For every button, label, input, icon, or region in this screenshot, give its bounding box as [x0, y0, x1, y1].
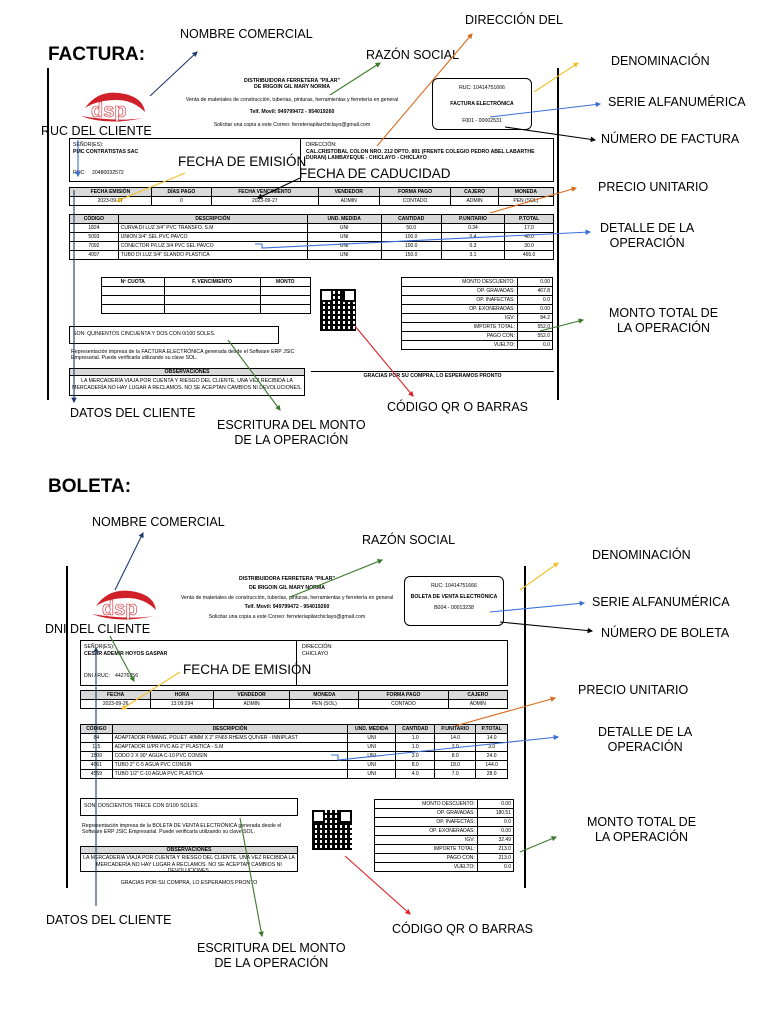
label-direccion: DIRECCIÓN DEL	[465, 13, 563, 27]
arrow-escritura	[228, 340, 280, 410]
direccion-label: DIRECCIÓN:	[302, 644, 333, 650]
arrow-denominacion	[520, 563, 558, 590]
table-cell: 50.0	[381, 224, 441, 233]
arrow-monto-total	[540, 320, 583, 331]
label-razon-social: RAZÓN SOCIAL	[366, 48, 460, 62]
table-cell: 2023-09-26	[81, 700, 151, 709]
column-header: DÍAS PAGO	[151, 188, 211, 197]
table-cell: 5093	[70, 233, 119, 242]
table-cell: ADMIN	[213, 700, 290, 709]
totals-value: 552.0	[517, 332, 552, 341]
table-cell: CURVA DI LUZ 3/4" PVC TRANSFO. S.M	[118, 224, 307, 233]
company-name: DISTRIBUIDORA FERRETERA "PILAR"	[239, 576, 335, 582]
column-header: FECHA	[81, 691, 151, 700]
column-header: FECHA EMISIÓN	[70, 188, 152, 197]
table-cell: 4997	[70, 251, 119, 260]
arrow-fecha-caducidad	[258, 178, 300, 198]
column-header: P.UNITARIO	[435, 725, 476, 734]
label-nombre-comercial: NOMBRE COMERCIAL	[180, 27, 313, 41]
column-header: CÓDIGO	[81, 725, 113, 734]
table-cell: 465.0	[505, 251, 554, 260]
senor-label: SEÑOR(ES):	[84, 644, 115, 650]
table-cell: 2023-09-27	[211, 197, 318, 206]
label-denominacion: DENOMINACIÓN	[592, 548, 691, 562]
label-fecha-emision: FECHA DE EMISIÓN	[183, 662, 312, 677]
column-header: P.UNITARIO	[441, 215, 504, 224]
column-header: VENDEDOR	[318, 188, 379, 197]
label-monto-total-line2: LA OPERACIÓN	[616, 321, 711, 335]
totals-label: OP. INAFECTAS:	[375, 818, 478, 827]
totals-value: 467.8	[517, 287, 552, 296]
column-header: MONEDA	[498, 188, 553, 197]
table-cell: 1.0	[396, 743, 435, 752]
label-numero: NÚMERO DE BOLETA	[601, 626, 730, 640]
observations-text: LA MERCADERÍA VIAJA POR CUENTA Y RIESGO DEL CLIENTE, UNA VEZ RECIBIDA LA MERCADERÍA NO HAY LUGAR A RECLAMOS. NO SE ACEPTAN CAMBIOS NI DEVOLUCIONES.	[72, 378, 302, 391]
table-cell: TUBO DI LUZ 3/4" SLANDO PLASTICA	[118, 251, 307, 260]
table-cell: 0.3	[441, 242, 504, 251]
thanks-text: GRACIAS POR SU COMPRA, LO ESPERAMOS PRONTO	[311, 371, 554, 379]
label-fecha-emision: FECHA DE EMISIÓN	[178, 154, 307, 169]
label-denominacion: DENOMINACIÓN	[611, 54, 710, 68]
table-cell: 150.0	[381, 251, 441, 260]
table-cell: TUBO 2" C-5 AGUA PVC CONSIN	[112, 761, 348, 770]
label-monto-total-line1: MONTO TOTAL DE	[587, 815, 697, 829]
column-header: F. VENCIMIENTO	[164, 278, 260, 287]
label-razon-social: RAZÓN SOCIAL	[362, 533, 456, 547]
column-header: FECHA VENCIMIENTO	[211, 188, 318, 197]
arrow-dni-cliente	[110, 636, 134, 681]
label-codigo-qr: CÓDIGO QR O BARRAS	[387, 400, 528, 414]
arrow-detalle	[255, 232, 590, 248]
totals-label: IGV:	[375, 836, 478, 845]
representation-note: Representación impresa de la FACTURA ELECTRÓNICA generada desde el Software ERP JSIC Empresarial. Puede verificarla utilizando su clave SOL.	[71, 349, 295, 362]
table-cell: 100.0	[381, 233, 441, 242]
table-cell: 14.0	[435, 734, 476, 743]
column-header: FORMA PAGO	[359, 691, 448, 700]
factura-heading: FACTURA:	[48, 44, 146, 65]
column-header: UND. MEDIDA	[348, 725, 396, 734]
column-header: FORMA PAGO	[379, 188, 450, 197]
totals-value: 0.0	[477, 818, 513, 827]
totals-value: 84.2	[517, 314, 552, 323]
label-ruc-cliente: RUC DEL CLIENTE	[41, 124, 152, 138]
arrow-razon-social	[330, 63, 380, 95]
serie-number: B004 - 00013238	[434, 604, 474, 611]
totals-label: VUELTO:	[375, 863, 478, 872]
totals-label: IMPORTE TOTAL:	[375, 845, 478, 854]
table-cell: UNI	[348, 743, 396, 752]
totals-label: MONTO DESCUENTO:	[375, 800, 478, 809]
label-codigo-qr: CÓDIGO QR O BARRAS	[392, 922, 533, 936]
arrow-precio-unitario	[455, 698, 555, 726]
company-ruc: RUC: 10414751666	[431, 583, 477, 589]
column-header: CANTIDAD	[396, 725, 435, 734]
table-cell: 100.0	[381, 242, 441, 251]
column-header: CÓDIGO	[70, 215, 119, 224]
table-cell: UNI	[307, 224, 381, 233]
client-ruc: 20480032572	[92, 170, 124, 176]
observations-title: OBSERVACIONES	[81, 847, 297, 854]
label-serie: SERIE ALFANUMÉRICA	[592, 595, 730, 609]
label-precio-unitario: PRECIO UNITARIO	[598, 180, 709, 194]
table-cell: 1824	[70, 224, 119, 233]
document-type: BOLETA DE VENTA ELECTRÓNICA	[410, 594, 498, 601]
label-detalle-line2: OPERACIÓN	[609, 236, 685, 250]
company-phone: Telf. Movil: 949799472 - 954019260	[244, 604, 330, 611]
table-cell: PEN (SOL)	[498, 197, 553, 206]
table-cell: TUBO 1/2" C-10 AGUA PVC PLASTICA	[112, 770, 348, 779]
label-dni-cliente: DNI DEL CLIENTE	[45, 622, 151, 636]
table-cell: UNI	[348, 761, 396, 770]
label-numero: NÚMERO DE FACTURA	[601, 132, 740, 146]
totals-value: 0.00	[477, 800, 513, 809]
table-cell: ADAPTADOR U/PR PVC AG 2" PLASTICA - S.M	[112, 743, 348, 752]
arrow-precio-unitario	[490, 188, 576, 213]
label-detalle-line1: DETALLE DE LA	[600, 221, 695, 235]
label-escritura-line1: ESCRITURA DEL MONTO	[217, 418, 366, 432]
senor-label: SEÑOR(ES):	[73, 142, 104, 148]
totals-label: MONTO DESCUENTO:	[402, 278, 518, 287]
svg-text:dsp: dsp	[91, 100, 127, 122]
observations-text: LA MERCADERÍA VIAJA POR CUENTA Y RIESGO DEL CLIENTE, UNA VEZ RECIBIDA LA MERCADERÍA NO HAY LUGAR A RECLAMOS. NO SE ACEPTAN CAMBIOS NI DEVOLUCIONES.	[83, 855, 295, 875]
boleta-heading: BOLETA:	[48, 476, 132, 497]
table-cell: 4.0	[396, 770, 435, 779]
table-cell: UNI	[348, 734, 396, 743]
table-cell: 0.4	[441, 233, 504, 242]
arrow-detalle	[331, 737, 558, 760]
representation-note: Representación impresa de la BOLETA DE VENTA ELECTRÓNICA generada desde el Software ERP JSIC Empresarial. Puede verificarla utilizando su clave SOL.	[82, 823, 282, 836]
arrow-escritura	[240, 818, 262, 936]
table-cell: UNI	[307, 242, 381, 251]
totals-value: 180.51	[477, 809, 513, 818]
table-cell: 3.0	[435, 743, 476, 752]
table-cell: 3.0	[396, 752, 435, 761]
column-header: HORA	[151, 691, 214, 700]
arrow-monto-total	[520, 837, 556, 852]
label-monto-total-line2: LA OPERACIÓN	[594, 830, 689, 844]
table-cell: 0.34	[441, 224, 504, 233]
table-cell: 2023-09-27	[70, 197, 152, 206]
totals-label: OP. GRAVADAS:	[375, 809, 478, 818]
table-cell: 4661	[81, 761, 113, 770]
totals-label: OP. GRAVADAS:	[402, 287, 518, 296]
table-cell: 13:09:294	[151, 700, 214, 709]
column-header: DESCRIPCIÓN	[118, 215, 307, 224]
dni-label: DNI / RUC:	[84, 673, 110, 679]
totals-value: 0.0	[477, 863, 513, 872]
column-header: DESCRIPCIÓN	[112, 725, 348, 734]
column-header: CAJERO	[451, 188, 498, 197]
column-header: MONTO	[260, 278, 310, 287]
arrow-codigo-qr	[355, 326, 413, 396]
company-desc: Venta de materiales de construcción, tuberías, pinturas, herramientas y ferretería en general	[180, 594, 394, 601]
document-type: FACTURA ELECTRÓNICA	[450, 101, 514, 108]
serie-number: F001 - 00002531	[462, 117, 502, 124]
table-cell: UNI	[307, 233, 381, 242]
company-owner: DE IRIGOIN GIL MARY NORMA	[249, 585, 325, 592]
table-cell: 144.0	[476, 761, 508, 770]
table-cell: PEN (SOL)	[290, 700, 359, 709]
label-serie: SERIE ALFANUMÉRICA	[608, 95, 746, 109]
arrow-denominacion	[534, 63, 578, 92]
totals-value: 0.00	[477, 827, 513, 836]
table-cell: CONECTOR P/LUZ 3/4 PVC SEL PAVCO	[118, 242, 307, 251]
table-cell: ADMIN	[451, 197, 498, 206]
column-header: CANTIDAD	[381, 215, 441, 224]
arrow-numero	[500, 622, 592, 631]
arrow-nombre-comercial	[115, 533, 143, 590]
table-cell: 28.0	[476, 770, 508, 779]
arrow-nombre-comercial	[150, 52, 197, 96]
table-cell: 7092	[70, 242, 119, 251]
svg-text:dsp: dsp	[102, 598, 138, 620]
label-nombre-comercial: NOMBRE COMERCIAL	[92, 515, 225, 529]
totals-value: 0.00	[517, 278, 552, 287]
table-cell: 4559	[81, 770, 113, 779]
table-cell: 7.0	[435, 770, 476, 779]
totals-value: 32.49	[477, 836, 513, 845]
table-cell: UNI	[348, 770, 396, 779]
client-name: CESAR ADEMIR HOYOS GASPAR	[84, 651, 168, 657]
table-cell: 3.1	[441, 251, 504, 260]
totals-value: 0.0	[517, 341, 552, 350]
table-cell: ADAPTADOR P/MANG. POLIET. 40MM X 2" FN65 RHEMS QUIVER - INNIPLAST	[112, 734, 348, 743]
totals-label: IGV:	[402, 314, 518, 323]
column-header: P.TOTAL	[505, 215, 554, 224]
table-cell: 18.0	[435, 761, 476, 770]
label-precio-unitario: PRECIO UNITARIO	[578, 683, 689, 697]
arrow-fecha-emision	[122, 672, 180, 709]
table-cell: 0	[151, 197, 211, 206]
table-cell: 1.0	[396, 734, 435, 743]
table-cell: 8.0	[435, 752, 476, 761]
totals-label: PAGO CON:	[375, 854, 478, 863]
table-cell: UNI	[348, 752, 396, 761]
company-owner: DE IRIGOIN GIL MARY NORMA	[254, 84, 330, 91]
label-detalle-line2: OPERACIÓN	[607, 740, 683, 754]
label-detalle-line1: DETALLE DE LA	[598, 725, 693, 739]
table-cell: 40.0	[505, 233, 554, 242]
company-email: Solicitar una copia a este Correo: ferreteriapilarchiclayo@gmail.com	[208, 613, 366, 620]
client-name: PMC CONTRATISTAS SAC	[73, 149, 139, 155]
company-email: Solicitar una copia a este Correo: ferreteriapilarchiclayo@gmail.com	[213, 121, 371, 128]
label-escritura-line2: DE LA OPERACIÓN	[214, 956, 329, 970]
label-escritura-line2: DE LA OPERACIÓN	[234, 433, 349, 447]
totals-value: 213.0	[477, 854, 513, 863]
table-cell: UNION 3/4" SEL PVC PAVCO	[118, 233, 307, 242]
table-cell: 30.0	[505, 242, 554, 251]
arrow-direccion	[377, 34, 472, 146]
label-monto-total-line1: MONTO TOTAL DE	[609, 306, 719, 320]
column-header: CAJERO	[448, 691, 507, 700]
observations-title: OBSERVACIONES	[70, 369, 304, 376]
label-datos-cliente: DATOS DEL CLIENTE	[70, 406, 196, 420]
label-escritura-line1: ESCRITURA DEL MONTO	[197, 941, 346, 955]
son-text: SON: DOSCIENTOS TRECE CON 0/100 SOLES.	[84, 803, 199, 809]
arrow-numero	[505, 127, 595, 140]
arrow-razon-social	[290, 560, 382, 597]
totals-label: OP. INAFECTAS:	[402, 296, 518, 305]
direccion-label: DIRECCIÓN:	[306, 142, 337, 148]
table-cell: CONTADO	[379, 197, 450, 206]
table-cell: CONTADO	[359, 700, 448, 709]
arrow-codigo-qr	[345, 856, 410, 914]
column-header: P.TOTAL	[476, 725, 508, 734]
totals-label: VUELTO:	[402, 341, 518, 350]
table-cell: ADMIN	[318, 197, 379, 206]
table-cell: UNI	[307, 251, 381, 260]
totals-value: 0.00	[517, 305, 552, 314]
company-phone: Telf. Movil: 949799472 - 954019260	[249, 109, 335, 116]
column-header: UND. MEDIDA	[307, 215, 381, 224]
table-cell: 3.0	[476, 743, 508, 752]
table-cell: 14.0	[476, 734, 508, 743]
arrow-fecha-emision	[117, 173, 185, 201]
table-cell: 17.0	[505, 224, 554, 233]
table-cell: ADMIN	[448, 700, 507, 709]
client-address: CHICLAYO	[302, 651, 329, 657]
client-dni: 44276356	[115, 673, 139, 679]
totals-label: PAGO CON:	[402, 332, 518, 341]
label-datos-cliente: DATOS DEL CLIENTE	[46, 913, 172, 927]
arrow-serie	[490, 603, 584, 612]
company-name: DISTRIBUIDORA FERRETERA "PILAR"	[244, 78, 340, 84]
son-text: SON: QUINIENTOS CINCUENTA Y DOS CON 0/100 SOLES.	[73, 331, 216, 337]
totals-value: 0.0	[517, 296, 552, 305]
column-header: VENDEDOR	[213, 691, 290, 700]
table-cell: 8.0	[396, 761, 435, 770]
totals-value: 552.0	[517, 323, 552, 332]
label-fecha-caducidad: FECHA DE CADUCIDAD	[299, 166, 451, 181]
table-cell: 24.0	[476, 752, 508, 761]
table-cell: CODO 2 X 90° AGUA C-10 PVC CONSIN	[112, 752, 348, 761]
company-ruc: RUC: 10414751666	[459, 85, 505, 91]
arrow-serie	[490, 104, 600, 117]
client-address: CAL.CRISTOBAL COLON NRO. 212 DPTO. 801 (FRENTE COLEGIO PEDRO ABEL LABARTHE DURAN) LAMBAYEQUE - CHICLAYO - CHICLAYO	[306, 149, 535, 162]
totals-value: 213.0	[477, 845, 513, 854]
totals-label: IMPORTE TOTAL:	[402, 323, 518, 332]
table-cell: 84	[81, 734, 113, 743]
company-desc: Venta de materiales de construcción, tuberías, pinturas, herramientas y ferretería en general	[185, 96, 399, 103]
totals-label: OP. EXONERADAS:	[375, 827, 478, 836]
table-cell: 1509	[81, 752, 113, 761]
column-header: Nº CUOTA	[102, 278, 165, 287]
column-header: MONEDA	[290, 691, 359, 700]
table-cell: 115	[81, 743, 113, 752]
thanks-text: GRACIAS POR SU COMPRA, LO ESPERAMOS PRONTO	[120, 880, 258, 886]
totals-label: OP. EXONERADAS:	[402, 305, 518, 314]
ruc-label: RUC:	[73, 170, 86, 176]
